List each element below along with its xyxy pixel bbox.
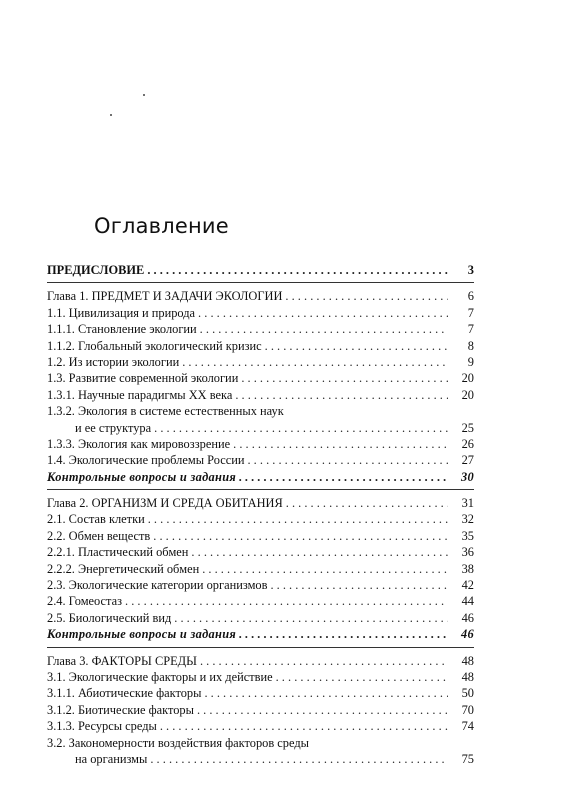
toc-entry[interactable] [47,610,474,626]
toc-entry[interactable] [47,305,474,321]
toc-entry-label: 2.3. Экологические категории организмов [47,577,270,593]
toc-entry-label: 1.3.2. Экология в системе естественных наук [47,403,287,419]
toc-entry[interactable] [47,702,474,718]
toc-entry-label: ПРЕДИСЛОВИЕ [47,262,147,278]
toc-entry[interactable] [47,593,474,609]
toc-leader-dots [285,288,448,304]
toc-entry-label: 3.1. Экологические факторы и их действие [47,669,276,685]
toc-page-number: 20 [448,370,474,386]
toc-leader-dots [239,626,448,642]
toc-leader-dots [182,354,448,370]
toc-leader-dots [191,544,448,560]
toc-page-number: 38 [448,561,474,577]
toc-leader-dots [160,718,448,734]
toc-entry-label: Глава 3. ФАКТОРЫ СРЕДЫ [47,653,200,669]
toc-entry[interactable] [47,577,474,593]
toc-leader-dots [247,452,448,468]
toc-entry-label: 1.1.1. Становление экологии [47,321,200,337]
toc-page-number: 48 [448,653,474,669]
toc-page-number: 46 [448,626,474,642]
page-title: Оглавление [94,214,229,238]
toc-entry-label: 3.1.2. Биотические факторы [47,702,197,718]
toc-entry[interactable] [47,321,474,337]
toc-leader-dots [202,561,448,577]
toc-entry-label: 1.3. Развитие современной экологии [47,370,241,386]
toc-entry[interactable] [47,735,474,751]
toc-entry-label: 1.3.1. Научные парадигмы XX века [47,387,235,403]
toc-entry-chapter-3[interactable] [47,653,474,669]
toc-page-number: 3 [448,262,474,278]
toc-page-number: 26 [448,436,474,452]
toc-entry-review-questions[interactable] [47,469,474,485]
toc-entry-chapter-1[interactable] [47,288,474,304]
toc-page-number: 7 [448,321,474,337]
toc-page-number: 70 [448,702,474,718]
toc-leader-dots [265,338,448,354]
toc-entry-label: 2.1. Состав клетки [47,511,148,527]
toc-entry[interactable] [47,338,474,354]
toc-entry-label: 3.1.1. Абиотические факторы [47,685,204,701]
toc-entry[interactable] [47,669,474,685]
toc-entry[interactable] [47,544,474,560]
toc-page-number: 36 [448,544,474,560]
toc-leader-dots [150,751,448,767]
toc-entry-label: 2.4. Гомеостаз [47,593,125,609]
toc-leader-dots [286,495,448,511]
toc-entry[interactable] [47,387,474,403]
toc-leader-dots [198,305,448,321]
toc-entry-label: 2.2.1. Пластический обмен [47,544,191,560]
toc-entry[interactable] [47,511,474,527]
toc-entry-label: 1.4. Экологические проблемы России [47,452,247,468]
toc-entry-label: 2.2. Обмен веществ [47,528,153,544]
toc-leader-dots [154,420,448,436]
toc-page-number: 31 [448,495,474,511]
toc-page-number: 42 [448,577,474,593]
toc-entry-review-questions[interactable] [47,626,474,642]
toc-page-number: 74 [448,718,474,734]
toc-entry-label: Контрольные вопросы и задания [47,469,239,485]
toc-leader-dots [233,436,448,452]
toc-page-number: 44 [448,593,474,609]
toc-entry-label: 1.1.2. Глобальный экологический кризис [47,338,265,354]
toc-entry-label: 2.2.2. Энергетический обмен [47,561,202,577]
toc-entry[interactable] [47,452,474,468]
toc-entry-label: на организмы [75,751,150,767]
toc-leader-dots [148,511,448,527]
toc-page-number: 25 [448,420,474,436]
toc-entry[interactable] [47,354,474,370]
toc-entry[interactable] [47,403,474,419]
toc-leader-dots [197,702,448,718]
scan-speck [143,94,145,96]
toc-entry-label: 1.3.3. Экология как мировоззрение [47,436,233,452]
toc-leader-dots [125,593,448,609]
table-of-contents [47,262,474,767]
toc-page-number: 75 [448,751,474,767]
toc-leader-dots [174,610,448,626]
toc-leader-dots [200,653,448,669]
toc-entry-label: 1.2. Из истории экологии [47,354,182,370]
toc-entry-label: Глава 2. ОРГАНИЗМ И СРЕДА ОБИТАНИЯ [47,495,286,511]
toc-leader-dots [270,577,448,593]
toc-page-number: 8 [448,338,474,354]
toc-entry[interactable] [47,370,474,386]
toc-entry[interactable] [47,436,474,452]
section-divider [47,278,474,288]
toc-page-number: 20 [448,387,474,403]
toc-leader-dots [200,321,448,337]
toc-entry-preface[interactable] [47,262,474,278]
toc-entry[interactable] [47,528,474,544]
toc-entry-continuation[interactable] [47,420,474,436]
toc-leader-dots [239,469,448,485]
toc-page-number: 46 [448,610,474,626]
toc-page-number: 35 [448,528,474,544]
toc-leader-dots [235,387,448,403]
toc-leader-dots [147,262,448,278]
toc-entry[interactable] [47,718,474,734]
toc-entry[interactable] [47,685,474,701]
toc-page-number: 6 [448,288,474,304]
toc-leader-dots [153,528,448,544]
toc-entry-chapter-2[interactable] [47,495,474,511]
toc-entry-label: 2.5. Биологический вид [47,610,174,626]
toc-page-number: 32 [448,511,474,527]
scan-speck [110,114,112,116]
toc-leader-dots [241,370,448,386]
toc-leader-dots [276,669,448,685]
toc-entry-label: Глава 1. ПРЕДМЕТ И ЗАДАЧИ ЭКОЛОГИИ [47,288,285,304]
toc-page-number: 7 [448,305,474,321]
toc-leader-dots [204,685,448,701]
toc-page-number: 30 [448,469,474,485]
toc-entry-label: 1.1. Цивилизация и природа [47,305,198,321]
toc-page-number: 48 [448,669,474,685]
toc-entry-label: Контрольные вопросы и задания [47,626,239,642]
toc-page-number: 50 [448,685,474,701]
toc-entry-label: и ее структура [75,420,154,436]
toc-page-number: 27 [448,452,474,468]
section-divider [47,643,474,653]
toc-entry-label: 3.2. Закономерности воздействия факторов среды [47,735,312,751]
section-divider [47,485,474,495]
toc-entry[interactable] [47,561,474,577]
toc-entry-label: 3.1.3. Ресурсы среды [47,718,160,734]
toc-page-number: 9 [448,354,474,370]
toc-entry-continuation[interactable] [47,751,474,767]
